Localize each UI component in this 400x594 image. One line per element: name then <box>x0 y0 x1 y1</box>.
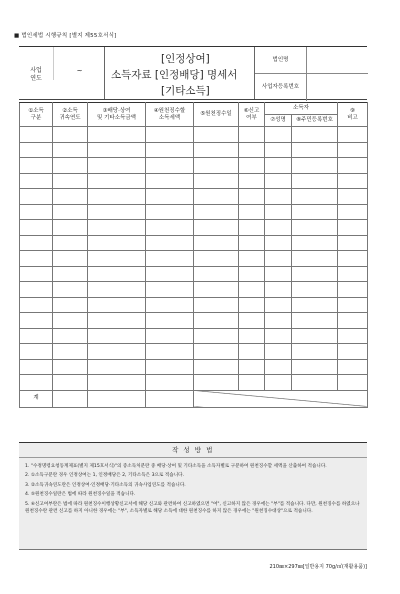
table-cell[interactable] <box>292 189 338 205</box>
table-cell[interactable] <box>239 344 265 360</box>
table-cell[interactable] <box>88 204 146 220</box>
table-cell[interactable] <box>146 158 194 174</box>
table-cell[interactable] <box>20 375 53 391</box>
table-cell[interactable] <box>88 189 146 205</box>
table-cell[interactable] <box>338 344 368 360</box>
form-label: ■ 법인세법 시행규칙 [별지 제55호서식] <box>14 33 117 39</box>
table-cell[interactable] <box>194 235 239 251</box>
table-cell[interactable] <box>146 359 194 375</box>
table-cell[interactable] <box>265 204 292 220</box>
instructions-title: 작 성 방 법 <box>172 446 214 454</box>
table-cell[interactable] <box>239 266 265 282</box>
table-cell[interactable] <box>146 313 194 329</box>
table-cell[interactable] <box>338 220 368 236</box>
biz-reg-row <box>255 74 368 101</box>
table-cell[interactable] <box>53 359 88 375</box>
col-income-earner: 소득자 <box>265 103 338 115</box>
table-cell[interactable] <box>20 189 53 205</box>
table-cell[interactable] <box>88 375 146 391</box>
total-diagonal <box>194 390 368 407</box>
table-cell[interactable] <box>239 127 265 143</box>
table-cell[interactable] <box>239 375 265 391</box>
table-cell[interactable] <box>194 344 239 360</box>
table-cell[interactable] <box>194 266 239 282</box>
table-cell[interactable] <box>20 235 53 251</box>
corp-name-row <box>255 47 368 74</box>
col-reported: ⑥신고 여부 <box>239 103 265 127</box>
table-cell[interactable] <box>338 328 368 344</box>
table-cell[interactable] <box>146 142 194 158</box>
table-row <box>20 235 368 251</box>
table-cell[interactable] <box>194 359 239 375</box>
table-cell[interactable] <box>88 173 146 189</box>
table-cell[interactable] <box>194 189 239 205</box>
table-cell[interactable] <box>20 142 53 158</box>
instruction-item: 5. ⑥신고여부란은 법에 따라 원천징수이행상황신고서에 해당 신고와 관련하여 신고하였으면 "여", 신고하지 않은 경우에는 "부"를 적습니다. 다만, 원천징수를 하였으나 원천징수란 관련 신고를 하지 아니한 경우에는 "부", 소득자별로 해당 소득에 대한 원천징수를 하지 않은 경우에는 "원천징수대상"으로 적습니다. <box>25 501 360 514</box>
table-cell[interactable] <box>53 189 88 205</box>
table-cell[interactable] <box>292 266 338 282</box>
form-header <box>19 46 367 100</box>
table-cell[interactable] <box>338 142 368 158</box>
table-cell[interactable] <box>20 328 53 344</box>
table-cell[interactable] <box>292 158 338 174</box>
table-cell[interactable] <box>20 220 53 236</box>
table-cell[interactable] <box>338 375 368 391</box>
table-cell[interactable] <box>194 158 239 174</box>
table-cell[interactable] <box>88 142 146 158</box>
table-cell[interactable] <box>292 251 338 267</box>
table-cell[interactable] <box>53 127 88 143</box>
table-cell[interactable] <box>194 328 239 344</box>
table-cell[interactable] <box>53 282 88 298</box>
table-cell[interactable] <box>194 173 239 189</box>
table-cell[interactable] <box>265 282 292 298</box>
table-cell[interactable] <box>292 328 338 344</box>
table-row <box>20 297 368 313</box>
table-cell[interactable] <box>194 282 239 298</box>
table-cell[interactable] <box>20 344 53 360</box>
table-cell[interactable] <box>53 235 88 251</box>
table-cell[interactable] <box>146 266 194 282</box>
table-cell[interactable] <box>265 375 292 391</box>
table-cell[interactable] <box>292 204 338 220</box>
form-title <box>105 47 254 99</box>
table-cell[interactable] <box>194 251 239 267</box>
table-cell[interactable] <box>20 173 53 189</box>
table-row <box>20 282 368 298</box>
table-cell[interactable] <box>146 127 194 143</box>
table-row <box>20 127 368 143</box>
table-cell[interactable] <box>53 297 88 313</box>
col-income-type: ①소득 구분 <box>20 103 53 127</box>
table-cell[interactable] <box>239 189 265 205</box>
table-cell[interactable] <box>146 189 194 205</box>
table-cell[interactable] <box>53 344 88 360</box>
table-cell[interactable] <box>338 359 368 375</box>
table-cell[interactable] <box>338 251 368 267</box>
total-amount[interactable] <box>88 390 146 407</box>
table-cell[interactable] <box>53 313 88 329</box>
table-cell[interactable] <box>338 266 368 282</box>
title-line-1: [인정상여] <box>161 53 210 65</box>
table-cell[interactable] <box>239 251 265 267</box>
table-cell[interactable] <box>20 313 53 329</box>
table-cell[interactable] <box>239 328 265 344</box>
table-cell[interactable] <box>194 313 239 329</box>
table-cell[interactable] <box>239 359 265 375</box>
table-cell[interactable] <box>265 328 292 344</box>
table-row <box>20 158 368 174</box>
table-cell[interactable] <box>53 220 88 236</box>
table-cell[interactable] <box>88 235 146 251</box>
table-cell[interactable] <box>338 189 368 205</box>
instruction-item: 3. ②소득귀속연도란은 인정상여·인정배당·기타소득의 귀속사업연도를 적습니다. <box>25 482 186 488</box>
col-name: ⑦성명 <box>265 115 292 127</box>
table-cell[interactable] <box>88 251 146 267</box>
table-cell[interactable] <box>292 297 338 313</box>
table-cell[interactable] <box>53 142 88 158</box>
table-cell[interactable] <box>146 173 194 189</box>
business-year-label: 사업 연도 <box>30 67 42 82</box>
biz-reg-label: 사업자등록번호 <box>255 74 307 101</box>
divider <box>19 457 367 458</box>
table-cell[interactable] <box>146 282 194 298</box>
total-cell <box>53 390 88 407</box>
instruction-item: 4. ⑤원천징수일란은 법에 따라 원천징수일을 적습니다. <box>25 492 136 498</box>
table-cell[interactable] <box>265 359 292 375</box>
table-cell[interactable] <box>292 220 338 236</box>
table-cell[interactable] <box>53 251 88 267</box>
table-cell[interactable] <box>194 127 239 143</box>
table-cell[interactable] <box>338 158 368 174</box>
table-cell[interactable] <box>239 173 265 189</box>
income-table <box>19 102 368 408</box>
table-cell[interactable] <box>88 282 146 298</box>
table-cell[interactable] <box>146 297 194 313</box>
table-cell[interactable] <box>292 235 338 251</box>
table-row <box>20 173 368 189</box>
table-row <box>20 251 368 267</box>
table-cell[interactable] <box>146 328 194 344</box>
table-cell[interactable] <box>338 127 368 143</box>
table-cell[interactable] <box>194 204 239 220</box>
business-year-value[interactable]: ~ <box>53 47 105 80</box>
table-cell[interactable] <box>292 142 338 158</box>
table-row <box>20 204 368 220</box>
table-cell[interactable] <box>20 251 53 267</box>
table-cell[interactable] <box>292 359 338 375</box>
table-cell[interactable] <box>338 282 368 298</box>
table-cell[interactable] <box>338 297 368 313</box>
table-cell[interactable] <box>265 142 292 158</box>
table-cell[interactable] <box>88 266 146 282</box>
table-cell[interactable] <box>88 313 146 329</box>
instruction-item: 2. ①소득구분란 경우 인정상여는 1, 인정배당은 2, 기타소득은 3으로 적습니다. <box>25 473 185 479</box>
table-cell[interactable] <box>265 220 292 236</box>
table-cell[interactable] <box>265 189 292 205</box>
table-cell[interactable] <box>239 282 265 298</box>
table-cell[interactable] <box>146 204 194 220</box>
table-cell[interactable] <box>239 204 265 220</box>
table-cell[interactable] <box>194 375 239 391</box>
col-amount: ③배당·상여 및 기타소득금액 <box>88 103 146 127</box>
table-cell[interactable] <box>20 158 53 174</box>
col-withholding-date: ⑤원천징수일 <box>194 103 239 127</box>
table-cell[interactable] <box>53 158 88 174</box>
table-cell[interactable] <box>88 220 146 236</box>
table-cell[interactable] <box>338 313 368 329</box>
table-cell[interactable] <box>194 297 239 313</box>
table-cell[interactable] <box>20 204 53 220</box>
business-year-cell <box>19 47 105 99</box>
table-cell[interactable] <box>265 344 292 360</box>
col-withholding-tax: ④원천징수할 소득세액 <box>146 103 194 127</box>
table-cell[interactable] <box>53 204 88 220</box>
instruction-item: 1. "수정명령요청동계제표(별지 제15호서식)"의 증소득처분란 중 배당·상여 및 기타소득을 소득자별로 구분하여 원천징수할 세액을 산출하여 적습니다. <box>25 464 327 469</box>
table-row <box>20 220 368 236</box>
table-cell[interactable] <box>239 142 265 158</box>
table-cell[interactable] <box>146 251 194 267</box>
table-cell[interactable] <box>338 235 368 251</box>
table-cell[interactable] <box>20 297 53 313</box>
table-cell[interactable] <box>292 127 338 143</box>
table-row <box>20 189 368 205</box>
instructions-list <box>25 463 363 517</box>
table-cell[interactable] <box>194 142 239 158</box>
table-body <box>20 127 368 391</box>
table-cell[interactable] <box>292 173 338 189</box>
table-row <box>20 142 368 158</box>
table-cell[interactable] <box>338 204 368 220</box>
table-row <box>20 344 368 360</box>
table-cell[interactable] <box>53 375 88 391</box>
table-cell[interactable] <box>292 282 338 298</box>
table-cell[interactable] <box>265 235 292 251</box>
corp-name-label: 법인명 <box>255 47 307 73</box>
table-cell[interactable] <box>53 266 88 282</box>
table-cell[interactable] <box>239 313 265 329</box>
table-cell[interactable] <box>20 127 53 143</box>
table-cell[interactable] <box>338 173 368 189</box>
table-cell[interactable] <box>53 173 88 189</box>
table-cell[interactable] <box>88 359 146 375</box>
table-cell[interactable] <box>53 328 88 344</box>
table-row <box>20 313 368 329</box>
table-cell[interactable] <box>88 127 146 143</box>
total-tax[interactable] <box>146 390 194 407</box>
table-row <box>20 375 368 391</box>
col-resident-number: ⑧주민등록번호 <box>292 115 338 127</box>
table-cell[interactable] <box>20 266 53 282</box>
table-cell[interactable] <box>292 344 338 360</box>
table-row <box>20 359 368 375</box>
table-cell[interactable] <box>146 220 194 236</box>
table-cell[interactable] <box>292 375 338 391</box>
paper-spec: 210㎜×297㎜[일반용지 70g/㎡(재활용품)] <box>269 564 367 570</box>
table-cell[interactable] <box>265 266 292 282</box>
col-remarks: ⑨ 비고 <box>338 103 368 127</box>
instructions-panel <box>19 442 367 550</box>
title-line-2: 소득자료 [인정배당] 명세서 <box>111 69 238 81</box>
table-cell[interactable] <box>20 359 53 375</box>
corp-info <box>254 47 367 99</box>
table-cell[interactable] <box>265 297 292 313</box>
table-cell[interactable] <box>194 220 239 236</box>
table-cell[interactable] <box>265 127 292 143</box>
table-cell[interactable] <box>239 297 265 313</box>
table-row <box>20 328 368 344</box>
table-cell[interactable] <box>239 220 265 236</box>
table-cell[interactable] <box>146 235 194 251</box>
table-cell[interactable] <box>265 173 292 189</box>
col-attribution-year: ②소득 귀속연도 <box>53 103 88 127</box>
table-cell[interactable] <box>239 235 265 251</box>
table-cell[interactable] <box>292 313 338 329</box>
title-line-3: [기타소득] <box>161 85 210 97</box>
table-cell[interactable] <box>265 251 292 267</box>
table-cell[interactable] <box>88 328 146 344</box>
table-cell[interactable] <box>239 158 265 174</box>
table-cell[interactable] <box>265 158 292 174</box>
table-cell[interactable] <box>146 375 194 391</box>
table-cell[interactable] <box>20 282 53 298</box>
table-row <box>20 266 368 282</box>
table-cell[interactable] <box>88 297 146 313</box>
table-cell[interactable] <box>265 313 292 329</box>
table-cell[interactable] <box>146 344 194 360</box>
total-label: 계 <box>20 390 53 407</box>
table-cell[interactable] <box>88 344 146 360</box>
table-cell[interactable] <box>88 158 146 174</box>
